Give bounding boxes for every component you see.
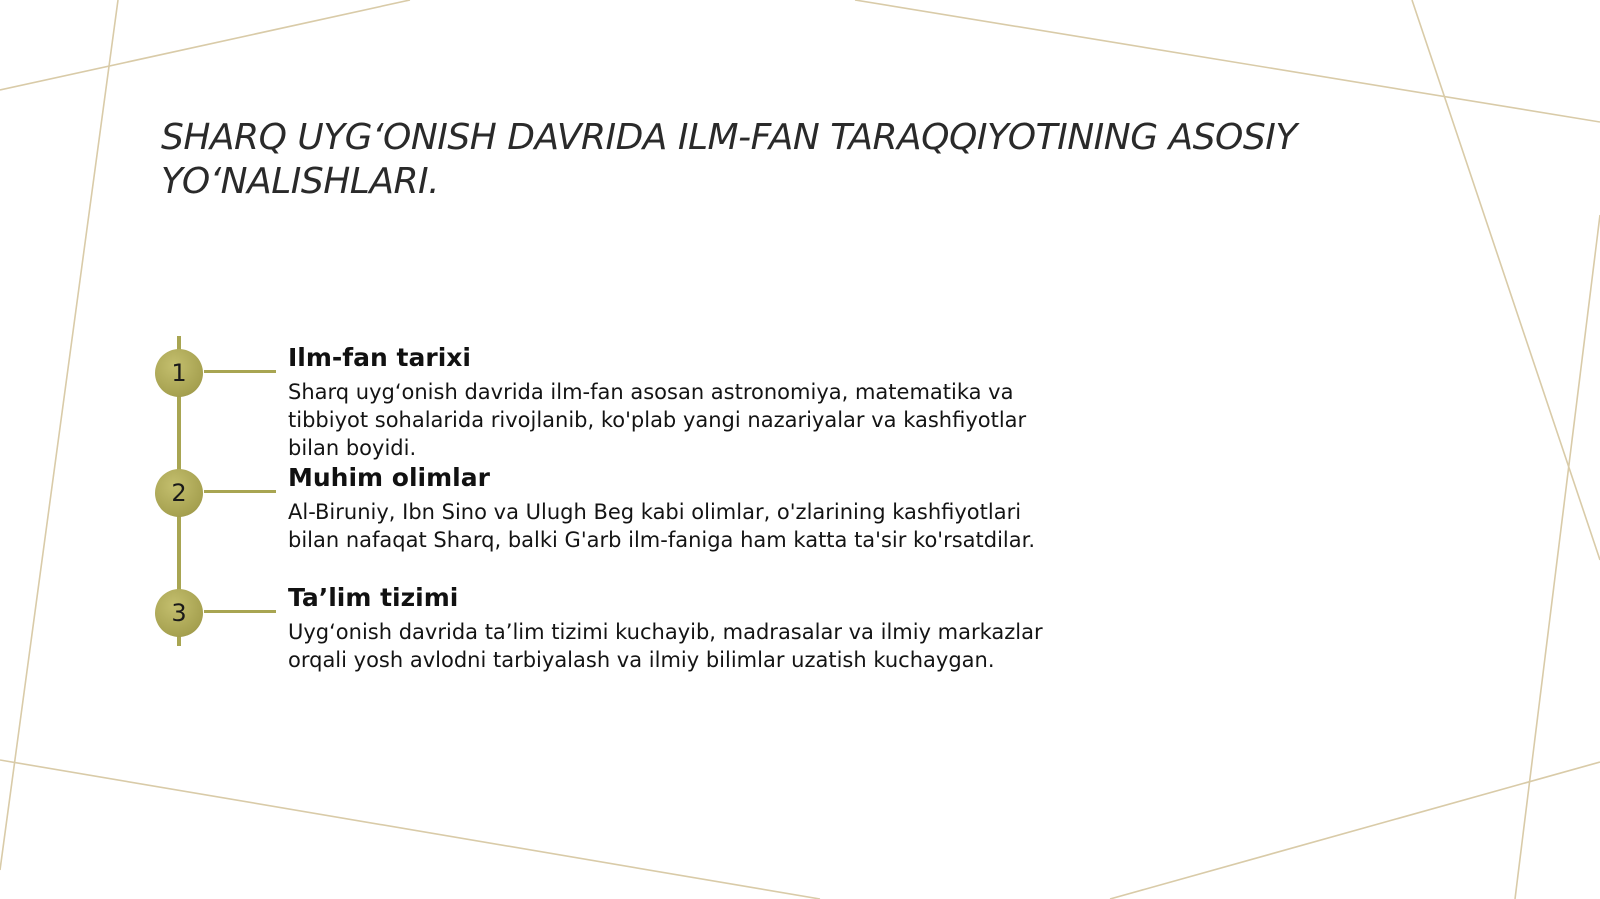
step-1-number: 1	[171, 359, 187, 387]
step-3-heading: Ta’lim tizimi	[288, 583, 459, 612]
step-3-number: 3	[171, 599, 187, 627]
step-3-connector	[204, 610, 276, 613]
step-1-circle	[155, 349, 203, 397]
deco-line	[1412, 0, 1600, 560]
step-2-number: 2	[171, 479, 187, 507]
step-3-text: Uyg‘onish davrida ta’lim tizimi kuchayib, madrasalar va ilmiy markazlar orqali yosh avlodni tarbiyalash va ilmiy bilimlar uzatish kuchaygan.	[288, 620, 1043, 672]
deco-line	[0, 0, 118, 870]
deco-line	[855, 0, 1600, 122]
step-2-text: Al-Biruniy, Ibn Sino va Ulugh Beg kabi olimlar, o'zlarining kashfiyotlari bilan nafaqat Sharq, balki G'arb ilm-faniga ham katta ta'sir ko'rsatdilar.	[288, 500, 1035, 552]
step-2-circle	[155, 469, 203, 517]
step-2-heading: Muhim olimlar	[288, 463, 490, 492]
step-3-circle	[155, 589, 203, 637]
deco-line	[0, 0, 410, 90]
step-1-text: Sharq uyg‘onish davrida ilm-fan asosan astronomiya, matematika va tibbiyot sohalarida rivojlanib, ko'plab yangi nazariyalar va kashfiyotlar bilan boyidi.	[288, 380, 1027, 460]
deco-line	[1515, 215, 1600, 899]
deco-line	[0, 760, 820, 899]
step-2-connector	[204, 490, 276, 493]
step-1-connector	[204, 370, 276, 373]
step-1-heading: Ilm-fan tarixi	[288, 343, 471, 372]
slide-title: SHARQ UYG‘ONISH DAVRIDA ILM-FAN TARAQQIYOTINING ASOSIY YO‘NALISHLARI.	[161, 117, 1297, 202]
deco-line	[1110, 762, 1600, 899]
